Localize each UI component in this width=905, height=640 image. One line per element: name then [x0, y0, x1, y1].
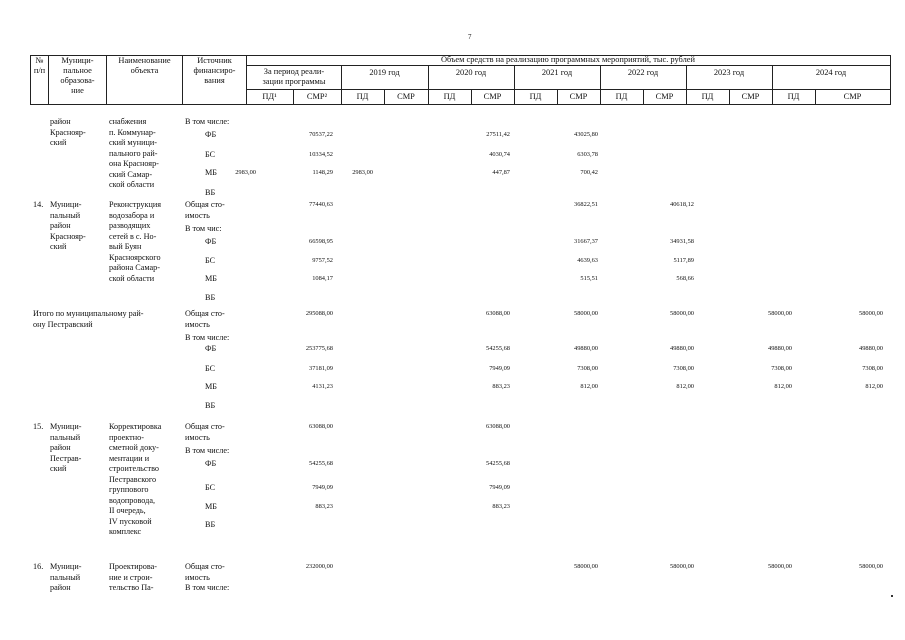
municipality-text: ский	[50, 138, 67, 147]
header-smr-2020: СМР	[483, 92, 502, 101]
header-year-2019: 2019 год	[369, 68, 400, 77]
object-name-text: она Краснояр-	[109, 159, 159, 168]
header-smr-2024: СМР	[843, 92, 862, 101]
header-number: № п/п	[33, 56, 46, 75]
value-cell: 4131,23	[312, 383, 333, 390]
header-year-2024: 2024 год	[815, 68, 847, 77]
value-cell: 515,51	[580, 275, 598, 282]
funding-source: БС	[205, 150, 216, 159]
funding-source: БС	[205, 364, 216, 373]
object-name-text: Корректировка	[109, 422, 162, 431]
scan-speck	[891, 595, 893, 597]
value-cell: 812,00	[774, 383, 792, 390]
municipality-text: Краснояр-	[50, 127, 86, 137]
funding-source: ФБ	[205, 130, 217, 139]
value-cell: 54255,68	[486, 345, 510, 352]
funding-source: МБ	[205, 168, 217, 177]
object-name-text: II очередь,	[109, 506, 146, 515]
value-cell: 2983,00	[352, 169, 373, 176]
header-smr-period: СМР²	[306, 92, 328, 101]
total-label: ону Пестравский	[33, 319, 93, 329]
header-period: За период реали- зации программы	[262, 67, 326, 86]
value-cell: 49880,00	[768, 345, 792, 352]
object-name-text: водопровода,	[109, 495, 156, 505]
value-cell: 58000,00	[859, 563, 883, 570]
object-name-text: сметной доку-	[109, 443, 159, 452]
header-smr-2019: СМР	[397, 92, 415, 101]
value-cell: 54255,68	[309, 460, 333, 467]
funding-source: Общая сто-	[185, 422, 225, 431]
value-cell: 7308,00	[771, 365, 792, 372]
object-name-text: Реконструкция	[109, 200, 162, 209]
value-cell: 6303,78	[577, 151, 598, 158]
municipality-text: ский	[50, 242, 67, 251]
value-cell: 63088,00	[486, 310, 510, 317]
header-pd-period: ПД¹	[262, 92, 277, 101]
funding-source: В том числе:	[185, 333, 230, 342]
value-cell: 4639,63	[577, 257, 598, 264]
value-cell: 58000,00	[670, 563, 694, 570]
value-cell: 5117,89	[673, 257, 694, 264]
value-cell: 49880,00	[574, 345, 598, 352]
value-cell: 58000,00	[768, 563, 792, 570]
municipality-text: район	[50, 443, 71, 452]
funding-source: ВБ	[205, 401, 216, 410]
object-name-text: группового	[109, 485, 149, 494]
header-smr-2021: СМР	[569, 92, 588, 101]
funding-source: ВБ	[205, 293, 216, 302]
value-cell: 49880,00	[859, 345, 883, 352]
value-cell: 295088,00	[305, 310, 333, 317]
funding-source: БС	[205, 256, 216, 265]
object-name-text: проектно-	[109, 432, 144, 442]
municipality-text: район	[50, 221, 71, 230]
funding-source: В том числе:	[185, 117, 230, 126]
header-year-2022: 2022 год	[627, 68, 659, 77]
value-cell: 7949,09	[489, 484, 510, 491]
header-pd-2024: ПД	[787, 92, 800, 101]
row-number: 15.	[33, 422, 44, 431]
object-name-text: снабжения	[109, 117, 147, 126]
value-cell: 27511,42	[486, 131, 510, 138]
municipality-text: Муници-	[50, 422, 82, 431]
header-pd-2021: ПД	[529, 92, 542, 101]
value-cell: 77440,63	[309, 201, 333, 208]
value-cell: 883,23	[492, 503, 510, 510]
object-name-text: ской области	[109, 180, 155, 189]
object-name-text: ский Самар-	[109, 169, 153, 179]
object-name-text: водозабора и	[109, 210, 155, 220]
value-cell: 58000,00	[670, 310, 694, 317]
funding-source: БС	[205, 483, 216, 492]
object-name-text: строительство	[109, 464, 160, 473]
object-name-text: тельство Па-	[109, 583, 154, 592]
municipality-text: район	[50, 583, 71, 592]
header-source: Источник финансиро- вания	[193, 56, 236, 85]
object-name-text: ментации и	[109, 453, 150, 463]
value-cell: 66598,95	[309, 238, 333, 245]
value-cell: 812,00	[676, 383, 694, 390]
value-cell: 1084,17	[312, 275, 333, 282]
value-cell: 58000,00	[768, 310, 792, 317]
object-name-text: сетей в с. Но-	[109, 231, 157, 241]
value-cell: 7949,09	[489, 365, 510, 372]
funding-source: ФБ	[205, 459, 217, 468]
total-label: Итого по муниципальному рай-	[33, 309, 144, 318]
object-name-text: ской области	[109, 273, 155, 283]
header-year-2023: 2023 год	[713, 68, 745, 77]
value-cell: 883,23	[315, 503, 333, 510]
value-cell: 812,00	[865, 383, 883, 390]
value-cell: 232000,00	[305, 563, 333, 570]
page-number: 7	[468, 33, 472, 41]
funding-source: имость	[185, 432, 210, 442]
header-municipality: Муници- пальное образова- ние	[60, 56, 95, 95]
value-cell: 1148,29	[312, 169, 333, 176]
value-cell: 58000,00	[859, 310, 883, 317]
object-name-text: района Самар-	[109, 263, 160, 272]
value-cell: 2983,00	[235, 169, 256, 176]
header-year-2021: 2021 год	[541, 68, 573, 77]
funding-source: ФБ	[205, 344, 217, 353]
value-cell: 7949,09	[312, 484, 333, 491]
value-cell: 253775,68	[305, 345, 333, 352]
object-name-text: IV пусковой	[109, 516, 152, 526]
funding-source: МБ	[205, 382, 217, 391]
funding-source: Общая сто-	[185, 562, 225, 571]
row-number: 16.	[33, 562, 44, 571]
funding-source: В том числе:	[185, 583, 230, 592]
header-volume: Объем средств на реализацию программных мероприятий, тыс. рублей	[440, 55, 695, 64]
funding-source: МБ	[205, 274, 217, 283]
header-pd-2022: ПД	[615, 92, 628, 101]
funding-source: ВБ	[205, 188, 216, 197]
value-cell: 43025,80	[574, 131, 598, 138]
object-name-text: вый Буян	[109, 242, 142, 251]
municipality-text: Краснояр-	[50, 231, 86, 241]
value-cell: 63088,00	[309, 423, 333, 430]
object-name-text: комплекс	[109, 527, 142, 536]
funding-source: МБ	[205, 502, 217, 511]
header-smr-2022: СМР	[655, 92, 674, 101]
header-year-2020: 2020 год	[455, 68, 487, 77]
municipality-text: ский	[50, 464, 67, 473]
municipality-text: Муници-	[50, 200, 82, 209]
object-name-text: Красноярского	[109, 252, 161, 262]
header-pd-2019: ПД	[356, 92, 369, 101]
value-cell: 34931,58	[670, 238, 694, 245]
row-number: 14.	[33, 200, 44, 209]
value-cell: 63088,00	[486, 423, 510, 430]
funding-source: имость	[185, 319, 210, 329]
funding-source: В том чис:	[185, 224, 222, 233]
value-cell: 447,87	[492, 169, 510, 176]
object-name-text: ский муници-	[109, 138, 157, 147]
value-cell: 4030,74	[489, 151, 510, 158]
value-cell: 10334,52	[309, 151, 333, 158]
municipality-text: Муници-	[50, 562, 82, 571]
municipality-text: пальный	[50, 432, 81, 442]
funding-source: Общая сто-	[185, 309, 225, 318]
municipality-text: район	[50, 117, 71, 126]
value-cell: 58000,00	[574, 310, 598, 317]
municipality-text: Пестрав-	[50, 453, 82, 463]
header-smr-2023: СМР	[741, 92, 760, 101]
header-pd-2023: ПД	[701, 92, 714, 101]
value-cell: 40618,12	[670, 201, 694, 208]
object-name-text: разводящих	[109, 221, 151, 230]
header-object: Наименование объекта	[118, 56, 171, 75]
value-cell: 7308,00	[862, 365, 883, 372]
value-cell: 70537,22	[309, 131, 333, 138]
value-cell: 49880,00	[670, 345, 694, 352]
value-cell: 54255,68	[486, 460, 510, 467]
value-cell: 883,23	[492, 383, 510, 390]
value-cell: 37181,09	[309, 365, 333, 372]
header-pd-2020: ПД	[443, 92, 456, 101]
funding-source: имость	[185, 572, 210, 582]
funding-source: ВБ	[205, 520, 216, 529]
object-name-text: ние и строи-	[109, 572, 153, 582]
value-cell: 7308,00	[673, 365, 694, 372]
value-cell: 58000,00	[574, 563, 598, 570]
funding-source: Общая сто-	[185, 200, 225, 209]
value-cell: 9757,52	[312, 257, 333, 264]
value-cell: 568,66	[676, 275, 694, 282]
value-cell: 812,00	[580, 383, 598, 390]
object-name-text: п. Коммунар-	[109, 127, 156, 137]
value-cell: 31667,37	[574, 238, 598, 245]
funding-source: ФБ	[205, 237, 217, 246]
funding-source: В том числе:	[185, 446, 230, 455]
object-name-text: Проектирова-	[109, 562, 157, 571]
value-cell: 36822,51	[574, 201, 598, 208]
municipality-text: пальный	[50, 572, 81, 582]
value-cell: 7308,00	[577, 365, 598, 372]
value-cell: 700,42	[580, 169, 598, 176]
object-name-text: пального рай-	[109, 148, 158, 158]
funding-source: имость	[185, 210, 210, 220]
municipality-text: пальный	[50, 210, 81, 220]
object-name-text: Пестравского	[109, 474, 157, 484]
